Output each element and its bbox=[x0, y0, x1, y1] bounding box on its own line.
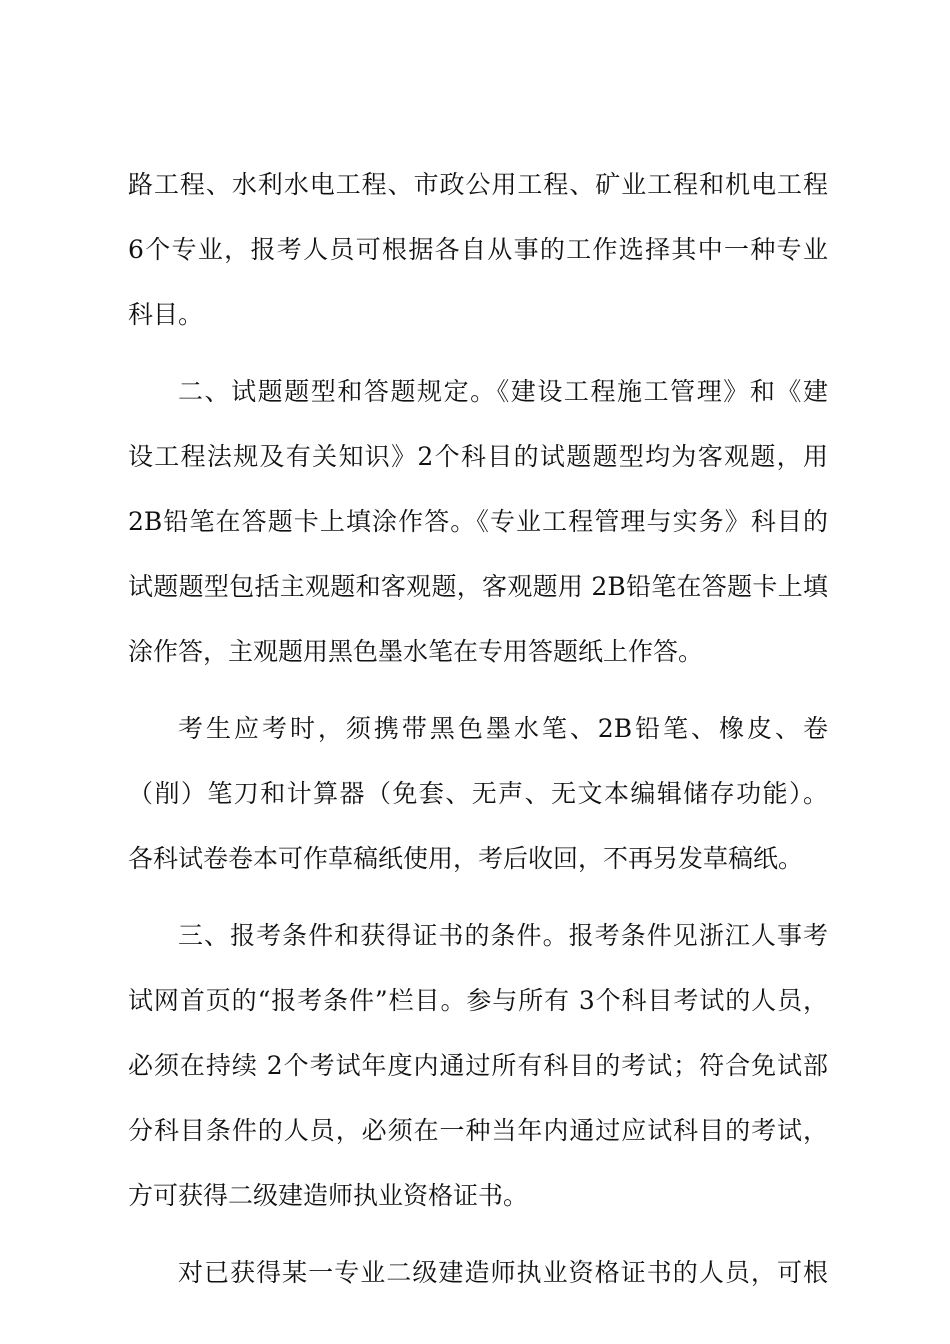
text-line: （削）笔刀和计算器（免套、无声、无文本编辑储存功能）。 bbox=[128, 779, 828, 808]
text-line: 试网首页的“报考条件”栏目。参与所有 3个科目考试的人员， bbox=[128, 986, 828, 1015]
text-line: 考生应考时，须携带黑色墨水笔、2B铅笔、橡皮、卷 bbox=[178, 714, 828, 743]
text-line: 2B铅笔在答题卡上填涂作答。《专业工程管理与实务》科目的 bbox=[128, 507, 828, 536]
text-line: 科目。 bbox=[128, 300, 204, 329]
text-line: 二、试题题型和答题规定。《建设工程施工管理》和《建 bbox=[178, 377, 828, 406]
text-line: 各科试卷卷本可作草稿纸使用，考后收回，不再另发草稿纸。 bbox=[128, 844, 804, 873]
text-line: 设工程法规及有关知识》2个科目的试题题型均为客观题，用 bbox=[128, 442, 828, 471]
text-line: 方可获得二级建造师执业资格证书。 bbox=[128, 1181, 529, 1210]
document-body bbox=[128, 160, 828, 1313]
text-line: 6个专业，报考人员可根据各自从事的工作选择其中一种专业 bbox=[128, 235, 828, 264]
text-line: 对已获得某一专业二级建造师执业资格证书的人员，可根 bbox=[178, 1258, 828, 1287]
text-line: 试题题型包括主观题和客观题，客观题用 2B铅笔在答题卡上填 bbox=[128, 572, 828, 601]
text-line: 分科目条件的人员，必须在一种当年内通过应试科目的考试， bbox=[128, 1116, 828, 1145]
text-line: 三、报考条件和获得证书的条件。报考条件见浙江人事考 bbox=[178, 921, 828, 950]
text-line: 必须在持续 2个考试年度内通过所有科目的考试；符合免试部 bbox=[128, 1051, 828, 1080]
text-line: 涂作答，主观题用黑色墨水笔在专用答题纸上作答。 bbox=[128, 637, 704, 666]
text-line: 路工程、水利水电工程、市政公用工程、矿业工程和机电工程 bbox=[128, 170, 828, 199]
